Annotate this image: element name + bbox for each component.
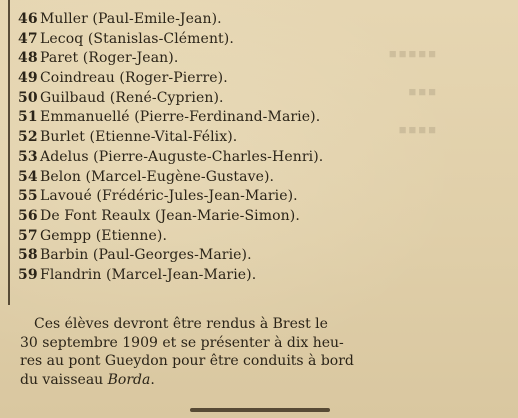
entry-number: 52: [18, 129, 38, 146]
entry-name: Lecoq (Stanislas-Clément).: [40, 30, 234, 47]
list-item: [18, 246, 508, 266]
list-item: [18, 227, 508, 247]
list-item: [18, 49, 508, 69]
list-item: [18, 168, 508, 188]
notice-line-3: res au pont Gueydon pour être conduits à bord: [20, 353, 354, 369]
entry-number: 57: [18, 227, 38, 244]
student-list: [18, 10, 508, 286]
entry-number: 53: [18, 148, 38, 165]
list-item: [18, 89, 508, 109]
notice-paragraph: [20, 315, 506, 389]
entry-name: Barbin (Paul-Georges-Marie).: [40, 247, 252, 264]
entry-number: 54: [18, 168, 38, 185]
entry-number: 59: [18, 266, 38, 283]
notice-line-4: [20, 371, 506, 390]
notice-text: .: [150, 371, 155, 388]
list-item: [18, 108, 508, 128]
entry-number: 46: [18, 11, 38, 27]
entry-name: Coindreau (Roger-Pierre).: [40, 70, 228, 87]
entry-name: Lavoué (Frédéric-Jules-Jean-Marie).: [40, 188, 298, 205]
entry-number: 56: [18, 207, 38, 224]
list-item: [18, 10, 508, 30]
entry-number: 55: [18, 188, 38, 205]
entry-name: De Font Reaulx (Jean-Marie-Simon).: [40, 207, 300, 224]
entry-name: Belon (Marcel-Eugène-Gustave).: [40, 168, 275, 185]
list-item: [18, 128, 508, 148]
notice-line-1: [20, 315, 506, 334]
section-divider: [190, 408, 330, 412]
entry-name: Guilbaud (René-Cyprien).: [40, 89, 224, 106]
entry-name: Adelus (Pierre-Auguste-Charles-Henri).: [40, 148, 324, 165]
entry-number: 50: [18, 89, 38, 106]
entry-name: Gempp (Etienne).: [40, 227, 168, 244]
entry-name: Flandrin (Marcel-Jean-Marie).: [40, 266, 257, 283]
entry-number: 58: [18, 247, 38, 264]
notice-text: du vaisseau: [20, 371, 108, 388]
entry-number: 48: [18, 50, 38, 67]
entry-number: 49: [18, 70, 38, 87]
list-item: [18, 187, 508, 207]
notice-line-2: 30 septembre 1909 et se présenter à dix heu-: [20, 334, 344, 351]
entry-name: Emmanuellé (Pierre-Ferdinand-Marie).: [40, 109, 321, 126]
notice-text: Ces élèves devront être rendus à Brest le: [34, 316, 328, 332]
entry-number: 51: [18, 109, 38, 126]
entry-name: Paret (Roger-Jean).: [40, 50, 179, 67]
list-item: [18, 266, 508, 286]
list-item: [18, 148, 508, 168]
list-item: [18, 207, 508, 227]
ship-name: Borda: [107, 371, 151, 388]
list-item: [18, 30, 508, 50]
column-rule: [8, 0, 10, 305]
entry-name: Muller (Paul-Emile-Jean).: [40, 11, 222, 27]
list-item: [18, 69, 508, 89]
entry-name: Burlet (Etienne-Vital-Félix).: [40, 129, 238, 146]
entry-number: 47: [18, 30, 38, 47]
show-through-print: ■■■■■ ■■■ ■■■■: [386, 46, 436, 137]
